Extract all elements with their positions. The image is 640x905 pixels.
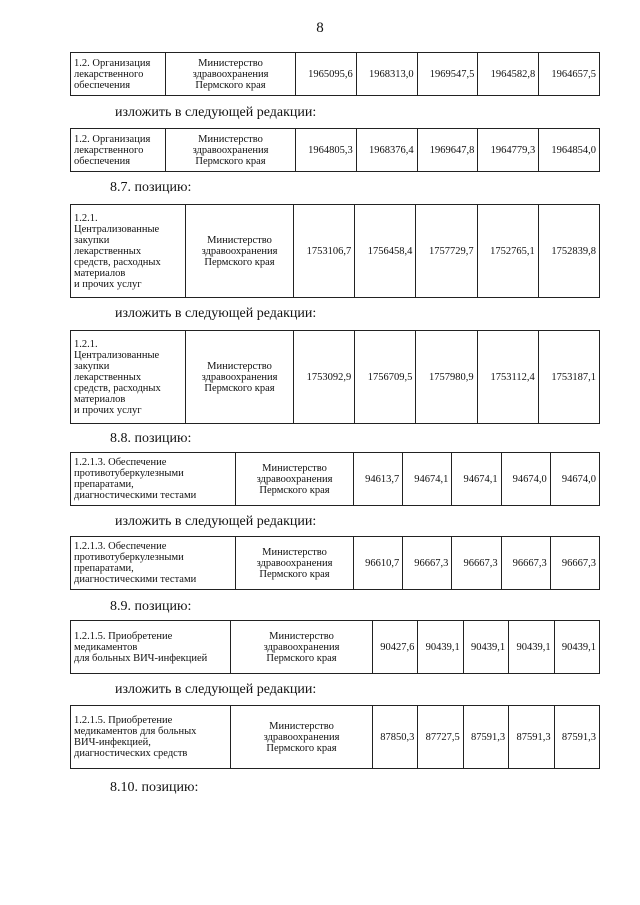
position-name-cell xyxy=(71,453,236,506)
value-cell: 87727,5 xyxy=(418,706,463,769)
value-cell: 1968313,0 xyxy=(356,53,417,96)
page-number: 8 xyxy=(316,20,324,36)
value-cell: 1753187,1 xyxy=(538,331,599,424)
ministry-line: Министерство xyxy=(207,360,272,372)
value-cell: 1968376,4 xyxy=(356,129,417,172)
replace-phrase: изложить в следующей редакции: xyxy=(115,682,317,697)
table-row xyxy=(70,128,600,172)
value-cell: 1969647,8 xyxy=(417,129,478,172)
position-name-line: обеспечения xyxy=(74,79,131,91)
responsible-ministry-cell xyxy=(186,331,294,424)
value-cell: 1752765,1 xyxy=(477,205,538,298)
ministry-line: здравоохранения xyxy=(192,68,269,80)
value-cell: 87591,3 xyxy=(554,706,599,769)
value-cell: 1964805,3 xyxy=(296,129,357,172)
ministry-line: здравоохранения xyxy=(201,371,278,383)
ministry-line: Министерство xyxy=(262,546,327,558)
ministry-line: Пермского края xyxy=(266,652,337,664)
value-cell: 90439,1 xyxy=(463,621,508,674)
value-cell: 1964854,0 xyxy=(539,129,600,172)
value-cell: 1969547,5 xyxy=(417,53,478,96)
ministry-line: Министерство xyxy=(198,57,263,69)
ministry-line: здравоохранения xyxy=(192,144,269,156)
value-cell: 94674,1 xyxy=(452,453,501,506)
position-name-line: противотуберкулезными xyxy=(74,552,184,563)
position-name-line: лекарственного xyxy=(74,68,144,80)
ministry-line: Пермского края xyxy=(259,568,330,580)
position-name-line: 1.2.1.5. Приобретение xyxy=(74,630,173,642)
position-name-line: средств, расходных xyxy=(74,256,161,268)
value-cell: 96667,3 xyxy=(403,537,452,590)
position-name-line: 1.2.1.5. Приобретение xyxy=(74,715,173,726)
position-name-line: материалов xyxy=(74,393,126,405)
position-name-line: диагностических средств xyxy=(74,748,188,759)
replace-phrase: изложить в следующей редакции: xyxy=(115,306,317,321)
position-name-line: медикаментов xyxy=(74,641,138,653)
replace-phrase: изложить в следующей редакции: xyxy=(115,105,317,120)
value-cell: 90427,6 xyxy=(373,621,418,674)
position-name-line: диагностическими тестами xyxy=(74,490,197,501)
value-cell: 96667,3 xyxy=(550,537,599,590)
position-name-line: диагностическими тестами xyxy=(74,574,197,585)
table-row xyxy=(70,705,600,769)
position-name-line: средств, расходных xyxy=(74,382,161,394)
position-name-line: препаратами, xyxy=(74,563,134,574)
ministry-line: здравоохранения xyxy=(263,641,340,653)
position-heading: 8.10. позицию: xyxy=(110,780,199,795)
position-name-line: закупки xyxy=(74,360,110,372)
value-cell: 1965095,6 xyxy=(296,53,357,96)
replace-phrase: изложить в следующей редакции: xyxy=(115,514,317,529)
ministry-line: здравоохранения xyxy=(201,245,278,257)
ministry-line: Министерство xyxy=(269,720,334,732)
value-cell: 1757980,9 xyxy=(416,331,477,424)
position-heading: 8.9. позицию: xyxy=(110,599,192,614)
position-name-line: 1.2.1.3. Обеспечение xyxy=(74,457,167,468)
position-name-cell xyxy=(71,706,231,769)
table-row xyxy=(70,620,600,674)
value-cell: 1964657,5 xyxy=(539,53,600,96)
ministry-line: Министерство xyxy=(207,234,272,246)
value-cell: 94613,7 xyxy=(354,453,403,506)
value-cell: 1753106,7 xyxy=(294,205,355,298)
ministry-line: Пермского края xyxy=(195,79,266,91)
value-cell: 96667,3 xyxy=(501,537,550,590)
ministry-line: Пермского края xyxy=(266,742,337,754)
position-name-line: материалов xyxy=(74,267,126,279)
position-name-line: препаратами, xyxy=(74,479,134,490)
value-cell: 87591,3 xyxy=(509,706,554,769)
position-name-cell xyxy=(71,621,231,674)
responsible-ministry-cell xyxy=(231,706,373,769)
position-name-cell xyxy=(71,205,186,298)
responsible-ministry-cell xyxy=(186,205,294,298)
ministry-line: Пермского края xyxy=(195,155,266,167)
value-cell: 96667,3 xyxy=(452,537,501,590)
table-row xyxy=(70,452,600,506)
position-name-line: Централизованные xyxy=(74,349,160,361)
responsible-ministry-cell xyxy=(236,537,354,590)
value-cell: 1757729,7 xyxy=(416,205,477,298)
value-cell: 87591,3 xyxy=(463,706,508,769)
value-cell: 1753112,4 xyxy=(477,331,538,424)
position-name-line: противотуберкулезными xyxy=(74,468,184,479)
value-cell: 1756458,4 xyxy=(355,205,416,298)
position-name-line: 1.2.1. xyxy=(74,212,98,224)
position-name-line: 1.2. Организация xyxy=(74,57,151,69)
position-name-line: и прочих услуг xyxy=(74,278,142,290)
position-name-line: лекарственного xyxy=(74,144,144,156)
position-name-line: 1.2.1.3. Обеспечение xyxy=(74,541,167,552)
position-name-line: и прочих услуг xyxy=(74,404,142,416)
value-cell: 94674,0 xyxy=(550,453,599,506)
table-row xyxy=(70,330,600,424)
ministry-line: Министерство xyxy=(198,133,263,145)
value-cell: 90439,1 xyxy=(509,621,554,674)
position-name-line: закупки xyxy=(74,234,110,246)
position-name-cell xyxy=(71,53,166,96)
position-name-line: Централизованные xyxy=(74,223,160,235)
table-row xyxy=(70,536,600,590)
value-cell: 94674,0 xyxy=(501,453,550,506)
position-name-line: обеспечения xyxy=(74,155,131,167)
value-cell: 1756709,5 xyxy=(355,331,416,424)
ministry-line: здравоохранения xyxy=(263,731,340,743)
value-cell: 1752839,8 xyxy=(538,205,599,298)
ministry-line: Министерство xyxy=(269,630,334,642)
position-heading: 8.8. позицию: xyxy=(110,431,192,446)
position-name-line: ВИЧ-инфекцией, xyxy=(74,737,151,748)
position-name-cell xyxy=(71,537,236,590)
value-cell: 90439,1 xyxy=(554,621,599,674)
position-name-cell xyxy=(71,129,166,172)
value-cell: 1964779,3 xyxy=(478,129,539,172)
value-cell: 96610,7 xyxy=(354,537,403,590)
responsible-ministry-cell xyxy=(166,129,296,172)
position-heading: 8.7. позицию: xyxy=(110,180,192,195)
ministry-line: Министерство xyxy=(262,462,327,474)
value-cell: 90439,1 xyxy=(418,621,463,674)
ministry-line: Пермского края xyxy=(204,256,275,268)
responsible-ministry-cell xyxy=(236,453,354,506)
responsible-ministry-cell xyxy=(231,621,373,674)
position-name-line: лекарственных xyxy=(74,245,142,257)
responsible-ministry-cell xyxy=(166,53,296,96)
ministry-line: здравоохранения xyxy=(256,557,333,569)
position-name-cell xyxy=(71,331,186,424)
ministry-line: Пермского края xyxy=(204,382,275,394)
ministry-line: здравоохранения xyxy=(256,473,333,485)
value-cell: 1753092,9 xyxy=(294,331,355,424)
position-name-line: медикаментов для больных xyxy=(74,726,197,737)
ministry-line: Пермского края xyxy=(259,484,330,496)
position-name-line: 1.2. Организация xyxy=(74,133,151,145)
table-row xyxy=(70,52,600,96)
table-row xyxy=(70,204,600,298)
value-cell: 1964582,8 xyxy=(478,53,539,96)
position-name-line: 1.2.1. xyxy=(74,338,98,350)
value-cell: 87850,3 xyxy=(373,706,418,769)
position-name-line: лекарственных xyxy=(74,371,142,383)
value-cell: 94674,1 xyxy=(403,453,452,506)
position-name-line: для больных ВИЧ-инфекцией xyxy=(74,652,208,664)
